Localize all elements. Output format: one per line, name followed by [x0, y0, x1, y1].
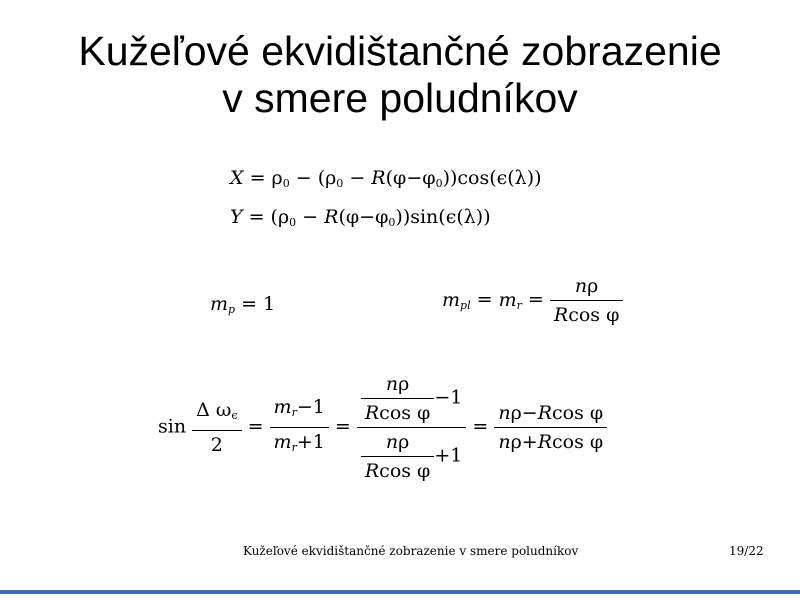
fraction-mr-minus-1-over-mr-plus-1: $\frac{m_r-1}{m_r+1}$ — [270, 395, 329, 460]
footer-rule — [0, 590, 800, 594]
formula-mpl: $m_{pl} = m_r$ = $\frac{n\rho}{\text{Rcos φ}}$ — [442, 274, 623, 327]
page-number: 19/22 — [729, 544, 764, 558]
slide-title — [0, 28, 800, 122]
footer-label: Kužeľové ekvidištančné zobrazenie v smere poludníkov — [243, 544, 579, 558]
fraction-n-rho-over-r-cos-phi: $\frac{n\rho}{\text{Rcos φ}}$ — [550, 274, 624, 327]
formula-mp: $m_p = 1$ — [210, 293, 276, 316]
formula-sin-delta-omega: sin $\frac{\Delta \omega_\epsilon}{2}$ = $\frac{m_r-1}{m_r+1}$ = $\frac{n\rho}{\text{Rcos φ}}$ −1 $\frac{n\rho}{\text{Rcos φ}}$ +1 = $\frac{\text{nρ−Rcos φ}}{\text{nρ+Rcos φ}}$ — [158, 372, 607, 483]
fraction-final: $\frac{\text{nρ−Rcos φ}}{\text{nρ+Rcos φ}}$ — [494, 401, 607, 454]
formula-y: $Y = (\rho_0 - R(\varphi-\varphi_0))\sin(\epsilon(\lambda))$ — [230, 206, 491, 229]
fraction-inner-numerator: $\frac{n\rho}{\text{Rcos φ}}$ — [361, 372, 435, 425]
slide-title-line-2: v smere poludníkov — [222, 75, 578, 121]
slide-title-line-1: Kužeľové ekvidištančné zobrazenie — [78, 28, 722, 74]
formula-x: $X = \rho_0 - (\rho_0 - R(\varphi-\varphi_0))\cos(\epsilon(\lambda))$ — [230, 167, 542, 190]
fraction-compound: $\frac{n\rho}{\text{Rcos φ}}$ −1 $\frac{n\rho}{\text{Rcos φ}}$ +1 — [357, 372, 467, 483]
fraction-inner-denominator: $\frac{n\rho}{\text{Rcos φ}}$ — [361, 430, 435, 483]
fraction-delta-omega-over-2: $\frac{\Delta \omega_\epsilon}{2}$ — [192, 398, 241, 457]
